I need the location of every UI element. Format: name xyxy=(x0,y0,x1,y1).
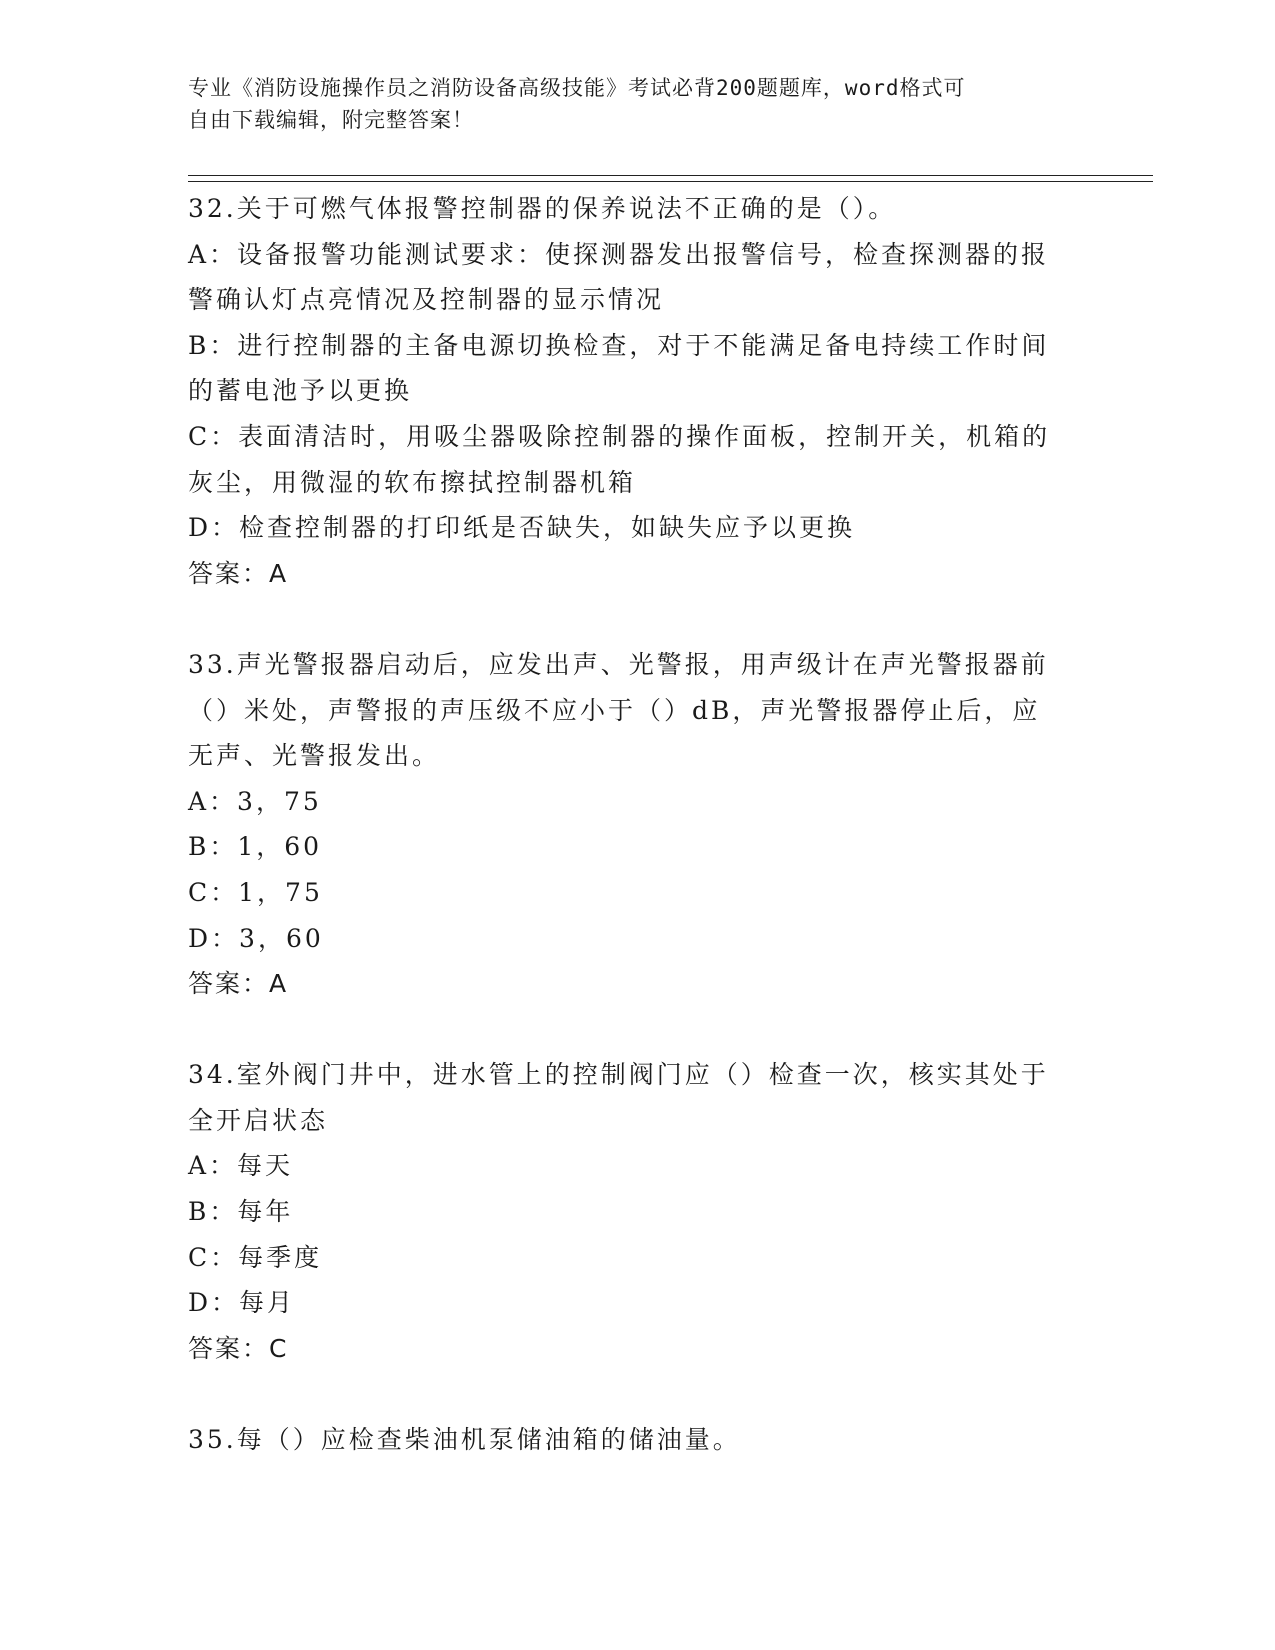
option-line: 灰尘，用微湿的软布擦拭控制器机箱 xyxy=(188,467,637,497)
question-gap xyxy=(188,1371,1088,1417)
question-block xyxy=(188,642,1088,1052)
question-stem-line: 32.关于可燃气体报警控制器的保养说法不正确的是（）。 xyxy=(188,194,897,223)
answer-line: 答案：A xyxy=(188,558,289,588)
option-line: B：1，60 xyxy=(188,832,323,862)
answer-line: 答案：A xyxy=(188,969,289,999)
question-stem-line: 34.室外阀门井中，进水管上的控制阀门应（）检查一次，核实其处于 xyxy=(188,1060,1049,1090)
header-divider-bottom xyxy=(188,181,1153,182)
option-line: A：设备报警功能测试要求：使探测器发出报警信号，检查探测器的报 xyxy=(188,239,1050,269)
question-gap xyxy=(188,596,1088,642)
header-divider-top xyxy=(188,175,1153,176)
header-line-2: 自由下载编辑，附完整答案！ xyxy=(188,108,474,132)
option-line: 警确认灯点亮情况及控制器的显示情况 xyxy=(188,285,665,315)
option-line: C：表面清洁时，用吸尘器吸除控制器的操作面板，控制开关，机箱的 xyxy=(188,421,1051,451)
option-line: B：进行控制器的主备电源切换检查，对于不能满足备电持续工作时间 xyxy=(188,330,1050,360)
option-line: C：每季度 xyxy=(188,1242,323,1272)
answer-line: 答案：C xyxy=(188,1333,289,1363)
option-line: D：检查控制器的打印纸是否缺失，如缺失应予以更换 xyxy=(188,513,856,543)
question-stem-line: 无声、光警报发出。 xyxy=(188,741,441,771)
option-line: C：1，75 xyxy=(188,877,323,907)
question-stem-line: （）米处，声警报的声压级不应小于（）dB，声光警报器停止后，应 xyxy=(188,695,1041,725)
question-list xyxy=(188,186,1088,1463)
question-stem-line: 33.声光警报器启动后，应发出声、光警报，用声级计在声光警报器前 xyxy=(188,649,1049,679)
option-line: D：每月 xyxy=(188,1288,296,1318)
question-stem-line: 35.每（）应检查柴油机泵储油箱的储油量。 xyxy=(188,1425,741,1455)
document-header xyxy=(188,72,1068,136)
option-line: A：每天 xyxy=(188,1151,294,1181)
question-gap xyxy=(188,1007,1088,1053)
option-line: B：每年 xyxy=(188,1197,294,1227)
question-block xyxy=(188,1052,1088,1417)
option-line: A：3，75 xyxy=(188,786,322,816)
header-line-1: 专业《消防设施操作员之消防设备高级技能》考试必背200题题库，word格式可 xyxy=(188,76,966,100)
option-line: D：3，60 xyxy=(188,923,324,953)
question-block xyxy=(188,186,1088,642)
question-block xyxy=(188,1417,1088,1463)
question-stem-line: 全开启状态 xyxy=(188,1105,329,1135)
option-line: 的蓄电池予以更换 xyxy=(188,376,413,406)
